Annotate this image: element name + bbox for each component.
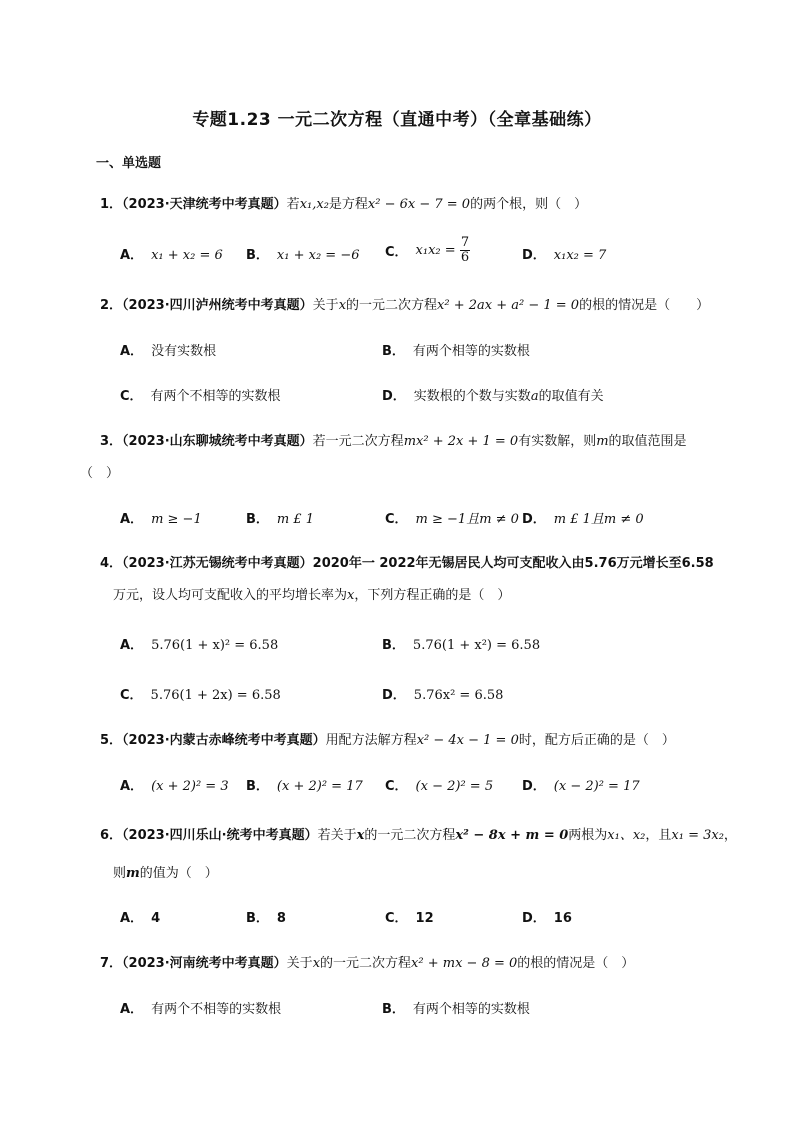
question-7: 7．（2023·河南统考中考真题）关于x的一元二次方程x² + mx − 8 = 0的根的情况是（ ） <box>100 956 635 971</box>
option-4c[interactable]: C． 5.76(1 + 2x) = 6.58 <box>120 688 281 703</box>
question-6: 6．（2023·四川乐山·统考中考真题）若关于x的一元二次方程x² − 8x + m = 0两根为x₁、x₂，且x₁ = 3x₂， <box>100 828 737 843</box>
option-5b[interactable]: B． (x + 2)² = 17 <box>246 779 363 794</box>
option-6b[interactable]: B． 8 <box>246 911 286 926</box>
option-3d[interactable]: D． m £ 1且m ≠ 0 <box>522 512 644 527</box>
question-4: 4．（2023·江苏无锡统考中考真题）2020年一 2022年无锡居民人均可支配收入由5.76万元增长至6.58 <box>100 556 714 571</box>
option-5d[interactable]: D． (x − 2)² = 17 <box>522 779 640 794</box>
question-6-line2: 则m的值为（ ） <box>113 866 218 881</box>
option-6d[interactable]: D． 16 <box>522 911 572 926</box>
option-6a[interactable]: A． 4 <box>120 911 161 926</box>
option-2b[interactable]: B． 有两个相等的实数根 <box>382 344 530 359</box>
option-6c[interactable]: C． 12 <box>385 911 434 926</box>
question-3: 3．（2023·山东聊城统考中考真题）若一元二次方程mx² + 2x + 1 = 0有实数解，则m的取值范围是 <box>100 434 687 449</box>
fraction: $\frac{7}{6}$ <box>460 235 470 265</box>
option-3c[interactable]: C． m ≥ −1且m ≠ 0 <box>385 512 519 527</box>
option-2a[interactable]: A． 没有实数根 <box>120 344 217 359</box>
option-1c[interactable]: C． x₁x₂ = $\frac{7}{6}$ <box>385 235 470 265</box>
question-5: 5．（2023·内蒙古赤峰统考中考真题）用配方法解方程x² − 4x − 1 = 0时，配方后正确的是（ ） <box>100 733 675 748</box>
option-4a[interactable]: A． 5.76(1 + x)² = 6.58 <box>120 638 279 653</box>
option-7b[interactable]: B． 有两个相等的实数根 <box>382 1002 530 1017</box>
option-2d[interactable]: D． 实数根的个数与实数a的取值有关 <box>382 389 604 404</box>
option-3a[interactable]: A． m ≥ −1 <box>120 512 202 527</box>
question-1: 1．（2023·天津统考中考真题）若x₁,x₂是方程x² − 6x − 7 = 0的两个根，则（ ） <box>100 197 588 212</box>
option-4b[interactable]: B． 5.76(1 + x²) = 6.58 <box>382 638 541 653</box>
option-2c[interactable]: C． 有两个不相等的实数根 <box>120 389 281 404</box>
option-1a[interactable]: A． x₁ + x₂ = 6 <box>120 248 223 263</box>
option-4d[interactable]: D． 5.76x² = 6.58 <box>382 688 504 703</box>
question-3-continuation: （ ） <box>80 466 120 481</box>
option-3b[interactable]: B． m £ 1 <box>246 512 315 527</box>
option-1d[interactable]: D． x₁x₂ = 7 <box>522 248 607 263</box>
option-1b[interactable]: B． x₁ + x₂ = −6 <box>246 248 360 263</box>
option-5c[interactable]: C． (x − 2)² = 5 <box>385 779 494 794</box>
option-7a[interactable]: A． 有两个不相等的实数根 <box>120 1002 282 1017</box>
option-5a[interactable]: A． (x + 2)² = 3 <box>120 779 229 794</box>
question-2: 2．（2023·四川泸州统考中考真题）关于x的一元二次方程x² + 2ax + a² − 1 = 0的根的情况是（ ） <box>100 298 710 313</box>
section-heading: 一、单选题 <box>96 156 162 171</box>
question-4-line2: 万元，设人均可支配收入的平均增长率为x，下列方程正确的是（ ） <box>113 588 511 603</box>
page-title: 专题1.23 一元二次方程（直通中考）（全章基础练） <box>192 110 602 130</box>
